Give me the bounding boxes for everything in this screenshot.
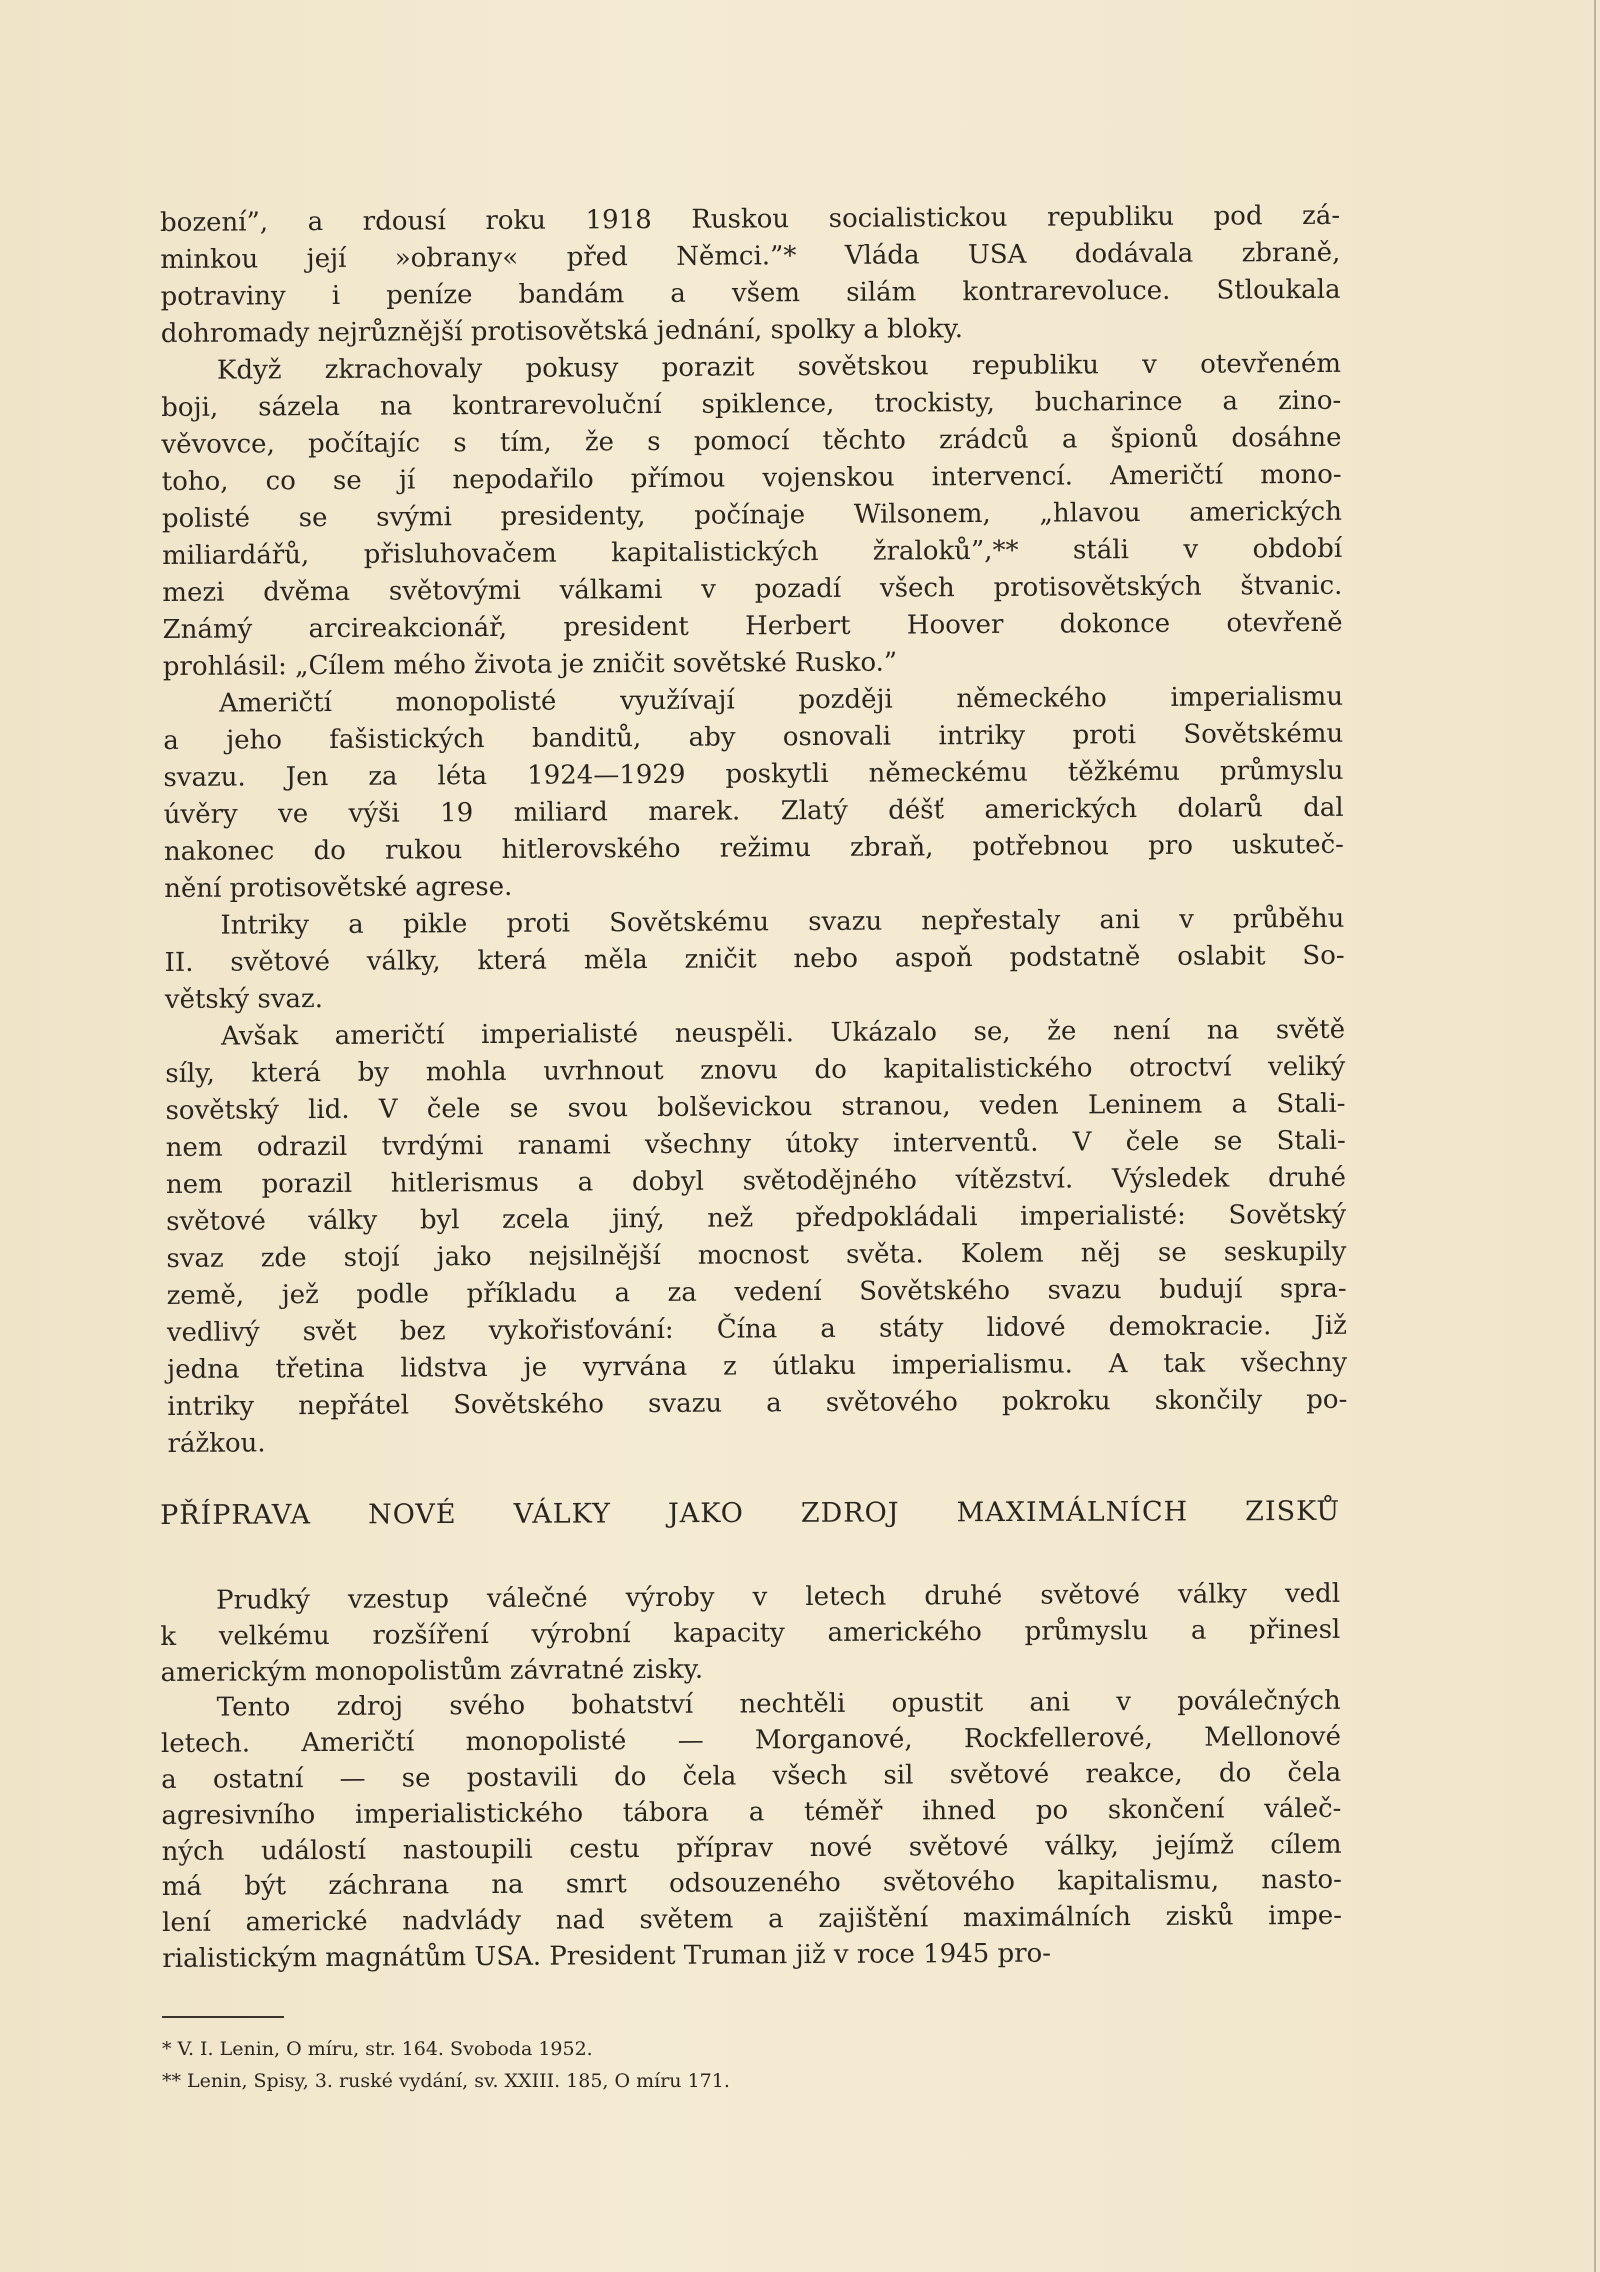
text-line: agresivního imperialistického tábora a téměř ihned po skončení váleč- [161, 1793, 1342, 1831]
text-line: má být záchrana na smrt odsouzeného světového kapitalismu, nasto- [161, 1865, 1342, 1903]
text-line: bození”, a rdousí roku 1918 Ruskou socialistickou republiku pod zá- [160, 200, 1341, 238]
text-line: letech. Američtí monopolisté — Morganové, Rockfellerové, Mellonové [160, 1721, 1342, 1760]
text-line: polisté se svými presidenty, počínaje Wilsonem, „hlavou amerických [161, 496, 1342, 534]
body-text-section-2 [160, 1576, 1343, 1974]
text-line: Intriky a pikle proti Sovětskému svazu nepřestaly ani v průběhu [220, 903, 1345, 941]
text-line: Tento zdroj svého bohatství nechtěli opustit ani v poválečných [216, 1686, 1341, 1724]
text-line: rážkou. [167, 1428, 266, 1459]
text-line: větský svaz. [164, 984, 324, 1015]
text-line: americkým monopolistům závratné zisky. [160, 1654, 704, 1688]
text-line: síly, která by mohla uvrhnout znovu do kapitalistického otroctví veliký [165, 1051, 1346, 1089]
text-line: a jeho fašistických banditů, aby osnovali intriky proti Sovětskému [163, 718, 1344, 756]
text-line: ných událostí nastoupili cestu příprav nové světové války, jejímž cílem [161, 1829, 1342, 1867]
text-line: úvěry ve výši 19 miliard marek. Zlatý déšť amerických dolarů dal [163, 792, 1344, 830]
body-text-section-1 [160, 198, 1348, 1459]
page-edge [1594, 0, 1596, 2272]
text-line: boji, sázela na kontrarevoluční spiklence, trockisty, bucharince a zino- [161, 385, 1342, 423]
footnote-2: ** Lenin, Spisy, 3. ruské vydání, sv. XXIII. 185, O míru 171. [162, 2070, 730, 2092]
text-line: prohlásil: „Cílem mého života je zničit sovětské Rusko.” [162, 647, 898, 682]
text-line: svazu. Jen za léta 1924—1929 poskytli německému těžkému průmyslu [163, 755, 1344, 793]
text-line: sovětský lid. V čele se svou bolševickou stranou, veden Leninem a Stali- [165, 1088, 1346, 1126]
text-line: intriky nepřátel Sovětského svazu a světového pokroku skončily po- [167, 1384, 1348, 1422]
text-line: země, jež podle příkladu a za vedení Sovětského svazu budují spra- [166, 1273, 1347, 1311]
footnote-1: * V. I. Lenin, O míru, str. 164. Svoboda 1952. [162, 2038, 593, 2060]
text-line: nem odrazil tvrdými ranami všechny útoky interventů. V čele se Stali- [165, 1125, 1346, 1163]
text-line: nění protisovětské agrese. [164, 871, 513, 904]
text-line: Prudký vzestup válečné výroby v letech druhé světové války vedl [216, 1578, 1341, 1616]
text-line: nakonec do rukou hitlerovského režimu zbraň, potřebnou pro uskuteč- [163, 829, 1345, 867]
text-line: II. světové války, která měla zničit nebo aspoň podstatně oslabit So- [164, 940, 1345, 978]
text-line: rialistickým magnátům USA. President Truman již v roce 1945 pro- [162, 1938, 1052, 1974]
text-line: toho, co se jí nepodařilo přímou vojenskou intervencí. Američtí mono- [161, 459, 1342, 497]
text-line: nem porazil hitlerismus a dobyl světodějného vítězství. Výsledek druhé [165, 1162, 1347, 1200]
text-line: k velkému rozšíření výrobní kapacity amerického průmyslu a přinesl [160, 1614, 1341, 1652]
text-line: věvovce, počítajíc s tím, že s pomocí těchto zrádců a špionů dosáhne [161, 422, 1342, 460]
text-line: světové války byl zcela jiný, než předpokládali imperialisté: Sovětský [166, 1199, 1347, 1237]
section-heading: PŘÍPRAVA NOVÉ VÁLKY JAKO ZDROJ MAXIMÁLNÍCH ZISKŮ [160, 1495, 1341, 1531]
text-line: Avšak američtí imperialisté neuspěli. Ukázalo se, že není na světě [220, 1014, 1346, 1052]
text-line: lení americké nadvlády nad světem a zajištění maximálních zisků impe- [161, 1900, 1343, 1939]
footnote-divider [162, 2016, 284, 2018]
text-line: dohromady nejrůznější protisovětská jednání, spolky a bloky. [160, 314, 964, 349]
text-line: potraviny i peníze bandám a všem silám kontrarevoluce. Stloukala [160, 274, 1341, 312]
text-line: svaz zde stojí jako nejsilnější mocnost světa. Kolem něj se seskupily [166, 1236, 1347, 1274]
text-line: Známý arcireakcionář, president Herbert Hoover dokonce otevřeně [162, 607, 1343, 645]
text-line: minkou její »obrany« před Němci.”* Vláda USA dodávala zbraně, [160, 237, 1341, 275]
text-line: Američtí monopolisté využívají později německého imperialismu [218, 681, 1344, 719]
text-line: Když zkrachovaly pokusy porazit sovětskou republiku v otevřeném [216, 348, 1342, 386]
text-line: a ostatní — se postavili do čela všech sil světové reakce, do čela [161, 1757, 1342, 1795]
text-line: vedlivý svět bez vykořisťování: Čína a státy lidové demokracie. Již [166, 1310, 1347, 1348]
text-line: jedna třetina lidstva je vyrvána z útlaku imperialismu. A tak všechny [167, 1347, 1348, 1385]
text-line: miliardářů, přisluhovačem kapitalistických žraloků”,** stáli v období [162, 533, 1343, 571]
text-line: mezi dvěma světovými válkami v pozadí všech protisovětských štvanic. [162, 570, 1343, 608]
